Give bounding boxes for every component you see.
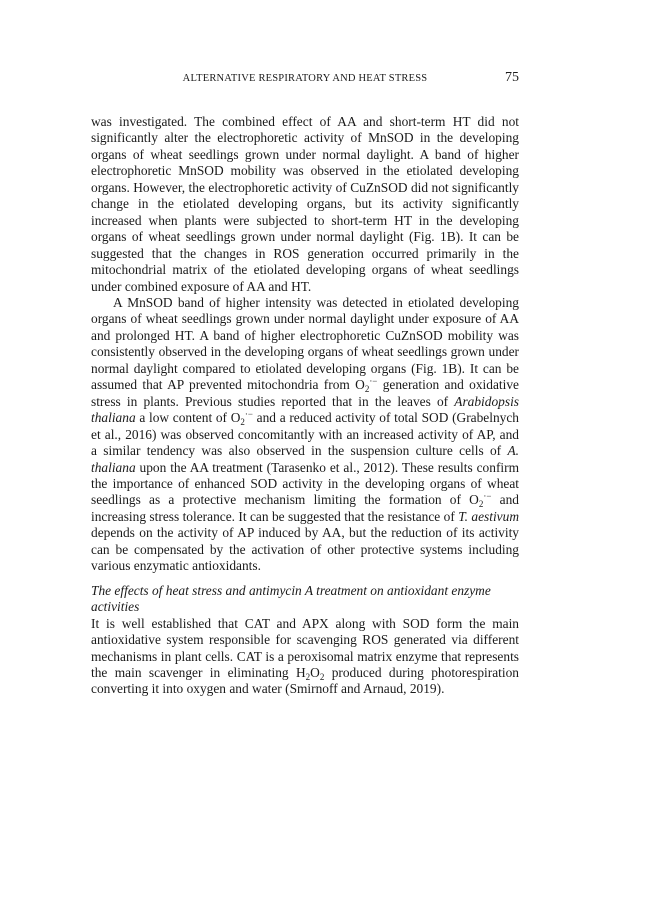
page-number: 75 [505, 70, 519, 85]
subscript: 2 [364, 384, 370, 395]
text-run: O [310, 664, 320, 680]
text-run: It is well established that CAT and APX along with SOD form the main antioxidative system responsible for scavenging ROS generated via different mechanisms in plant cells. CAT is a peroxisomal matrix enzyme that represents the main scavenger in eliminating H [91, 615, 519, 680]
text-run: The effects of heat stress and antimycin A treatment on antioxidant enzyme activities [91, 582, 491, 615]
text-run: and increasing stress tolerance. It can be suggested that the resistance of [91, 492, 519, 524]
section-heading [91, 583, 519, 616]
text-run: a low content of O [135, 410, 241, 426]
subscript: 2 [478, 499, 484, 510]
subscript: 2 [305, 671, 311, 682]
text-run: generation and oxidative stress in plants. Previous studies reported that in the leaves of [91, 377, 519, 409]
text-run: depends on the activity of AP induced by AA, but the reduction of its activity can be compensated by the activation of other protective systems including various enzymatic antioxidants. [91, 525, 519, 574]
running-head: ALTERNATIVE RESPIRATORY AND HEAT STRESS [182, 73, 428, 84]
text-run: produced during photorespiration converting it into oxygen and water (Smirnoff and Arnaud, 2019). [91, 664, 519, 697]
italic-text: T. aestivum [458, 508, 519, 524]
body-text [91, 114, 519, 698]
text-run: upon the AA treatment (Tarasenko et al., 2012). These results confirm the importance of enhanced SOD activity in the developing organs of wheat seedlings as a protective mechanism limiting the formation of O [91, 459, 519, 508]
body-paragraph [91, 114, 519, 295]
subscript: 2 [319, 671, 325, 682]
subscript: 2 [240, 417, 245, 428]
italic-text: A. thaliana [91, 443, 519, 475]
superscript: ·− [244, 409, 253, 420]
text-run: was investigated. The combined effect of AA and short-term HT did not significantly alter the electrophoretic activity of MnSOD in the developing organs of wheat seedlings grown under normal daylight. A band of higher electrophoretic MnSOD mobility was observed in the etiolated developing organs. However, the electrophoretic activity of CuZnSOD did not significantly change in the etiolated developing organs, but its activity significantly increased when plants were subjected to short-term HT in the developing organs of wheat seedlings grown under normal daylight (Fig. 1B). It can be suggested that the changes in ROS generation occurred primarily in the mitochondrial matrix of the etiolated developing organs of wheat seedlings under combined exposure of AA and HT. [91, 114, 519, 294]
text-run: and a reduced activity of total SOD (Grabelnych et al., 2016) was observed concomitantly with an increased activity of AP, and a similar tendency was also observed in the suspension culture cells of [91, 410, 519, 459]
italic-text: Arabidopsis thaliana [91, 393, 519, 426]
superscript: ·− [483, 491, 492, 502]
body-paragraph [91, 616, 519, 698]
page-header [91, 70, 519, 90]
text-run: A MnSOD band of higher intensity was detected in etiolated developing organs of wheat seedlings grown under normal daylight under exposure of AA and prolonged HT. A band of higher electrophoretic CuZnSOD mobility was consistently observed in the developing organs of wheat seedlings grown under normal daylight compared to etiolated developing organs (Fig. 1B). It can be assumed that AP prevented mitochondria from O [91, 294, 519, 393]
body-paragraph [91, 295, 519, 575]
superscript: ·− [369, 376, 378, 387]
